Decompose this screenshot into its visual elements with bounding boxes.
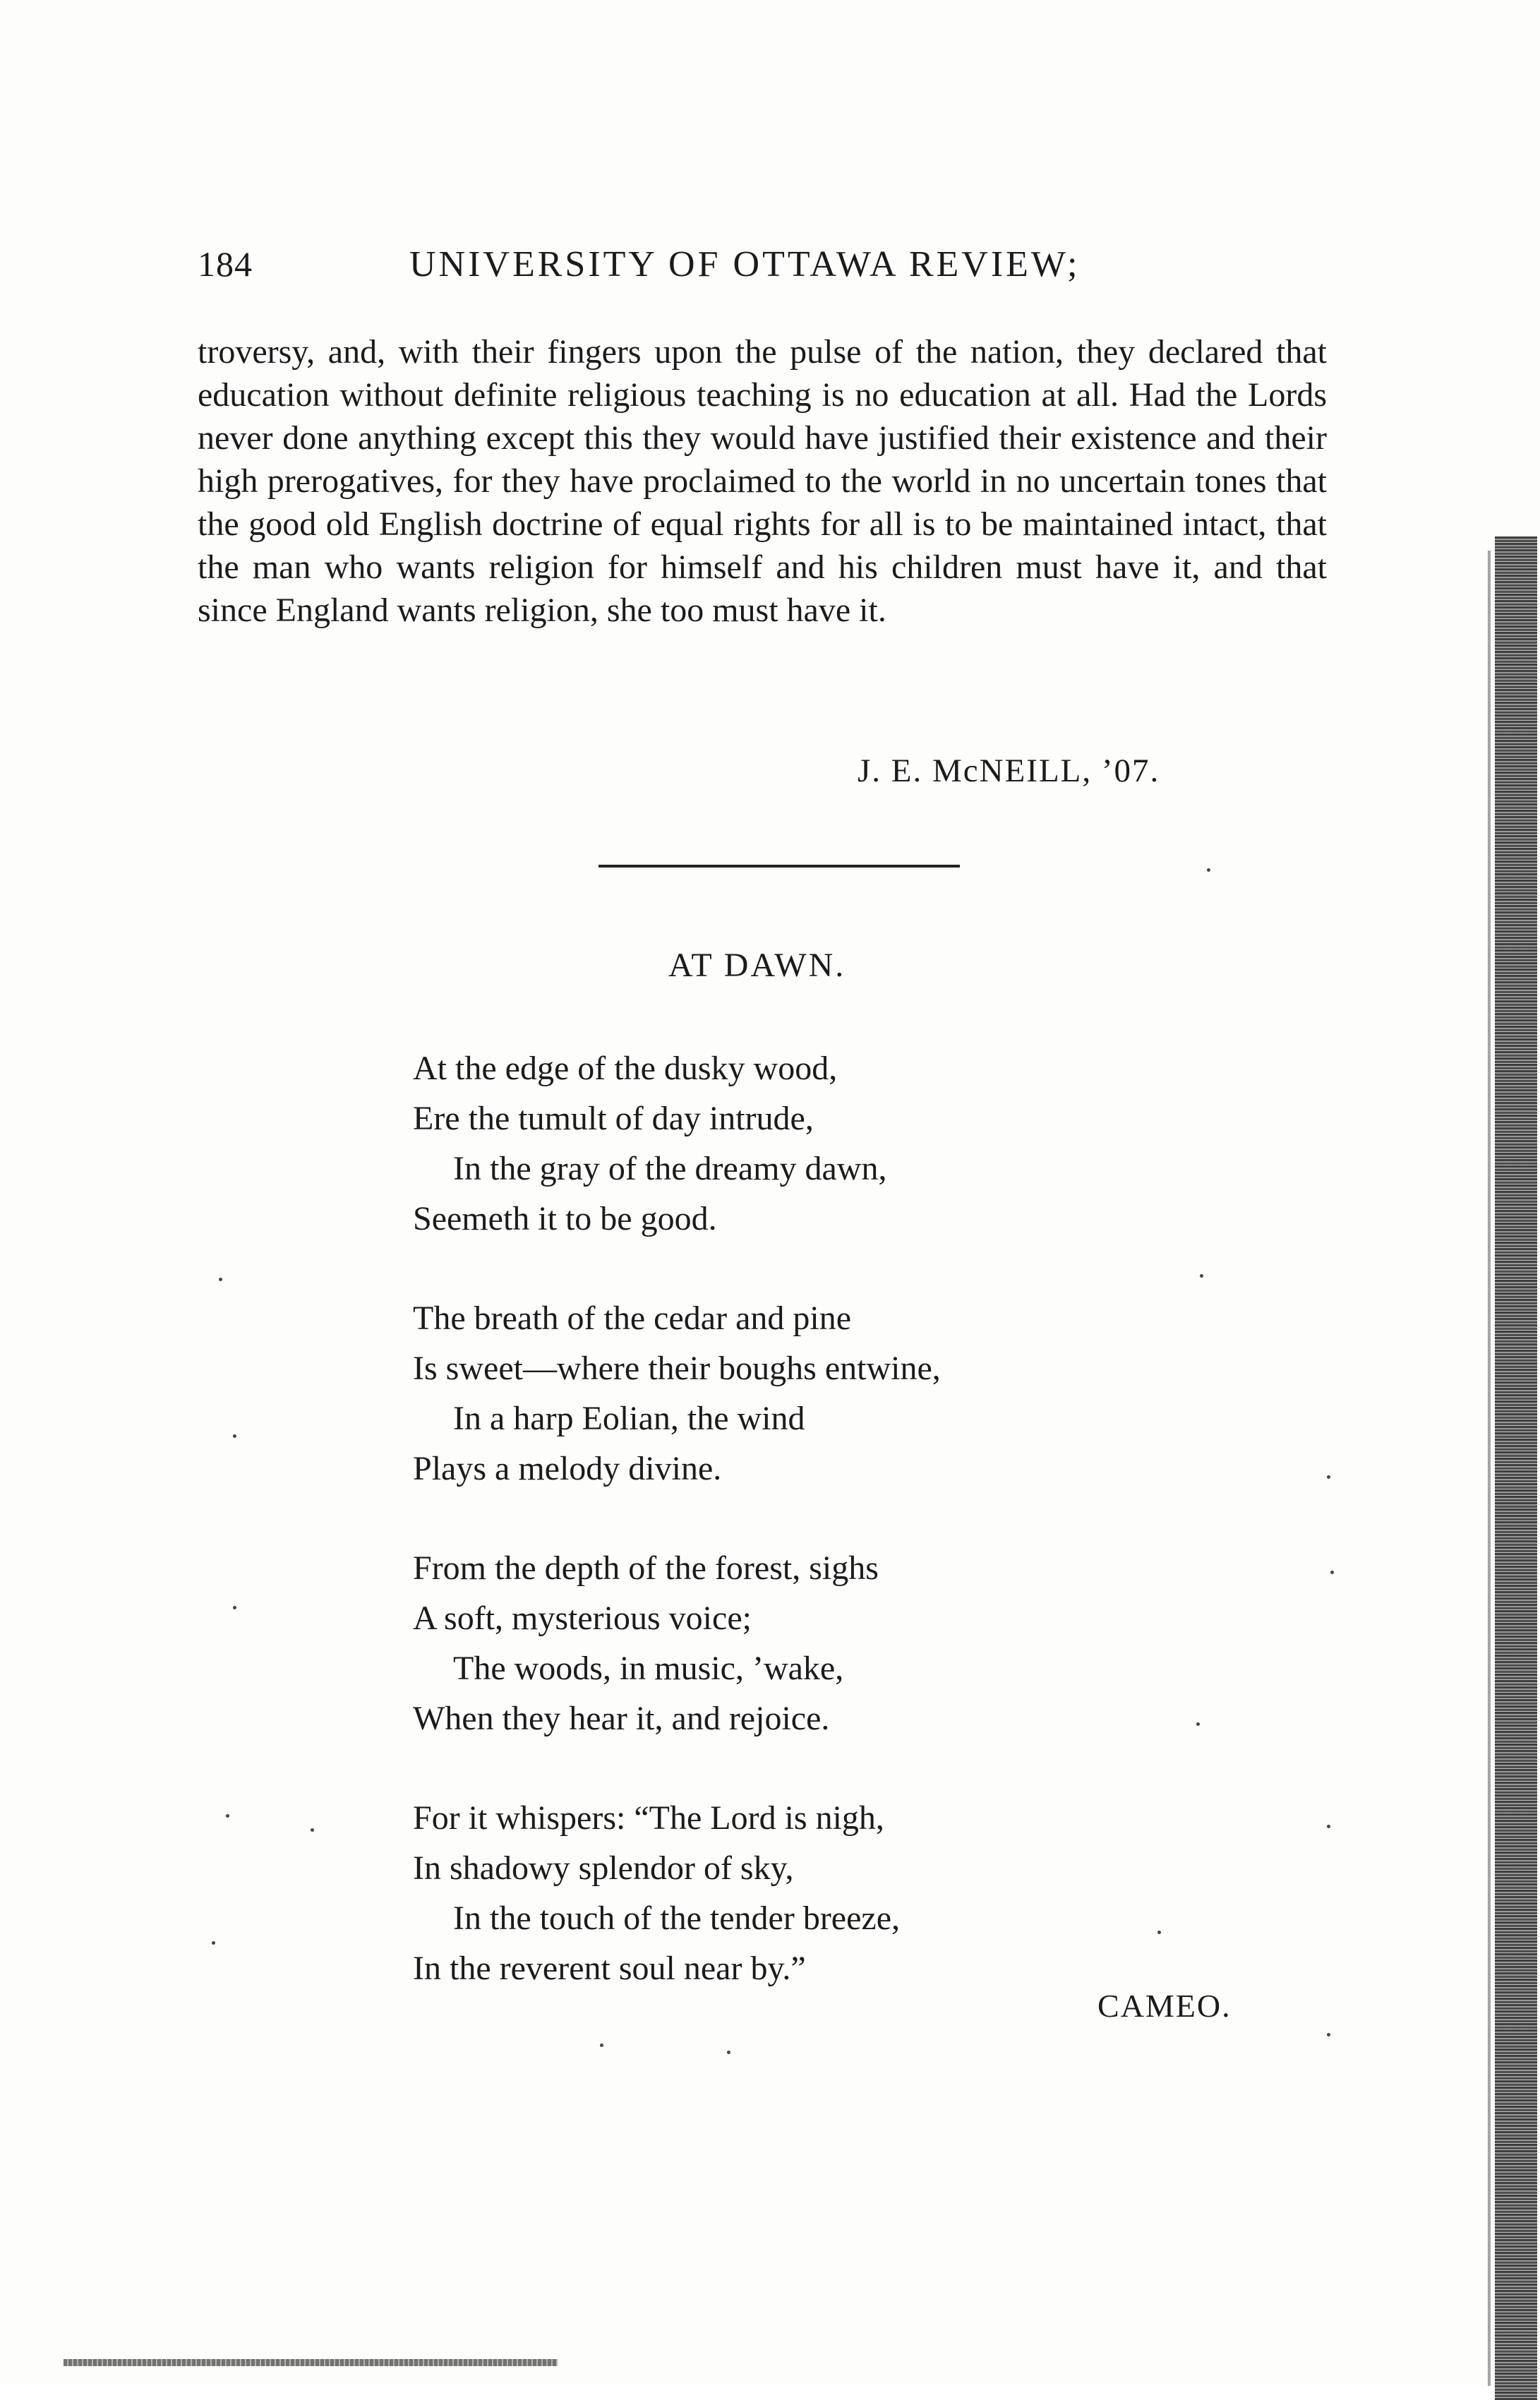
article-body [198, 330, 1327, 632]
poem-line: In the gray of the dreamy dawn, [453, 1150, 887, 1187]
scan-speck [1200, 1274, 1203, 1278]
article-signature: J. E. McNEILL, ’07. [858, 752, 1160, 789]
scan-speck [233, 1434, 236, 1438]
poem-line: Seemeth it to be good. [413, 1200, 717, 1237]
scan-speck [1157, 1931, 1161, 1934]
scan-speck [226, 1814, 229, 1818]
poem-line: In the touch of the tender breeze, [453, 1900, 901, 1937]
scan-speck [1196, 1722, 1200, 1726]
scan-edge-line [1488, 551, 1491, 2386]
poem-stanza [413, 1543, 1189, 1744]
scan-bottom-edge [64, 2359, 558, 2366]
poem-line: From the depth of the forest, sighs [413, 1549, 879, 1587]
poem-line: In the reverent soul near by.” [413, 1950, 806, 1987]
scan-speck [1327, 2033, 1330, 2036]
poem-line: At the edge of the dusky wood, [413, 1050, 838, 1087]
poem-line: Is sweet—where their boughs entwine, [413, 1350, 941, 1387]
scan-edge-shadow [1495, 536, 1537, 2400]
scan-speck [1327, 1475, 1330, 1479]
scan-speck [1207, 868, 1210, 872]
poem-line: Plays a melody divine. [413, 1450, 722, 1487]
poem-line: The breath of the cedar and pine [413, 1300, 852, 1337]
poem-stanza [413, 1793, 1189, 1993]
scan-speck [233, 1606, 236, 1609]
poem-body [413, 1043, 1189, 2043]
scan-speck [727, 2051, 730, 2054]
scan-speck [1327, 1825, 1330, 1828]
poem-line: In a harp Eolian, the wind [453, 1400, 805, 1437]
scan-speck [600, 2044, 603, 2047]
poem-line: In shadowy splendor of sky, [413, 1849, 794, 1887]
scan-speck [311, 1828, 314, 1832]
section-divider [598, 865, 960, 868]
running-head: UNIVERSITY OF OTTAWA REVIEW; [409, 244, 1081, 284]
scan-speck [1330, 1571, 1334, 1574]
poem-title: AT DAWN. [668, 947, 846, 984]
poem-line: Ere the tumult of day intrude, [413, 1100, 814, 1137]
page-number: 184 [198, 244, 253, 284]
scan-speck [219, 1278, 222, 1281]
article-paragraph: troversy, and, with their fingers upon the pulse of the nation, they declared that education without definite religious teaching is no education at all. Had the Lords never done anything except this they would have justified their existence and their high prerogatives, for they have proclaimed to the world in no uncertain tones that the good old English doctrine of equal rights for all is to be maintained intact, that the man who wants religion for himself and his children must have it, and that since England wants religion, she too must have it. [198, 333, 1327, 629]
poem-stanza [413, 1293, 1189, 1494]
poem-signature: CAMEO. [1097, 1988, 1232, 2024]
poem-line: The woods, in music, ’wake, [453, 1650, 844, 1687]
poem-line: A soft, mysterious voice; [413, 1600, 752, 1637]
poem-stanza [413, 1043, 1189, 1244]
scan-speck [212, 1941, 215, 1945]
poem-line: When they hear it, and rejoice. [413, 1700, 830, 1737]
page-header [198, 244, 1320, 293]
poem-line: For it whispers: “The Lord is nigh, [413, 1799, 884, 1837]
